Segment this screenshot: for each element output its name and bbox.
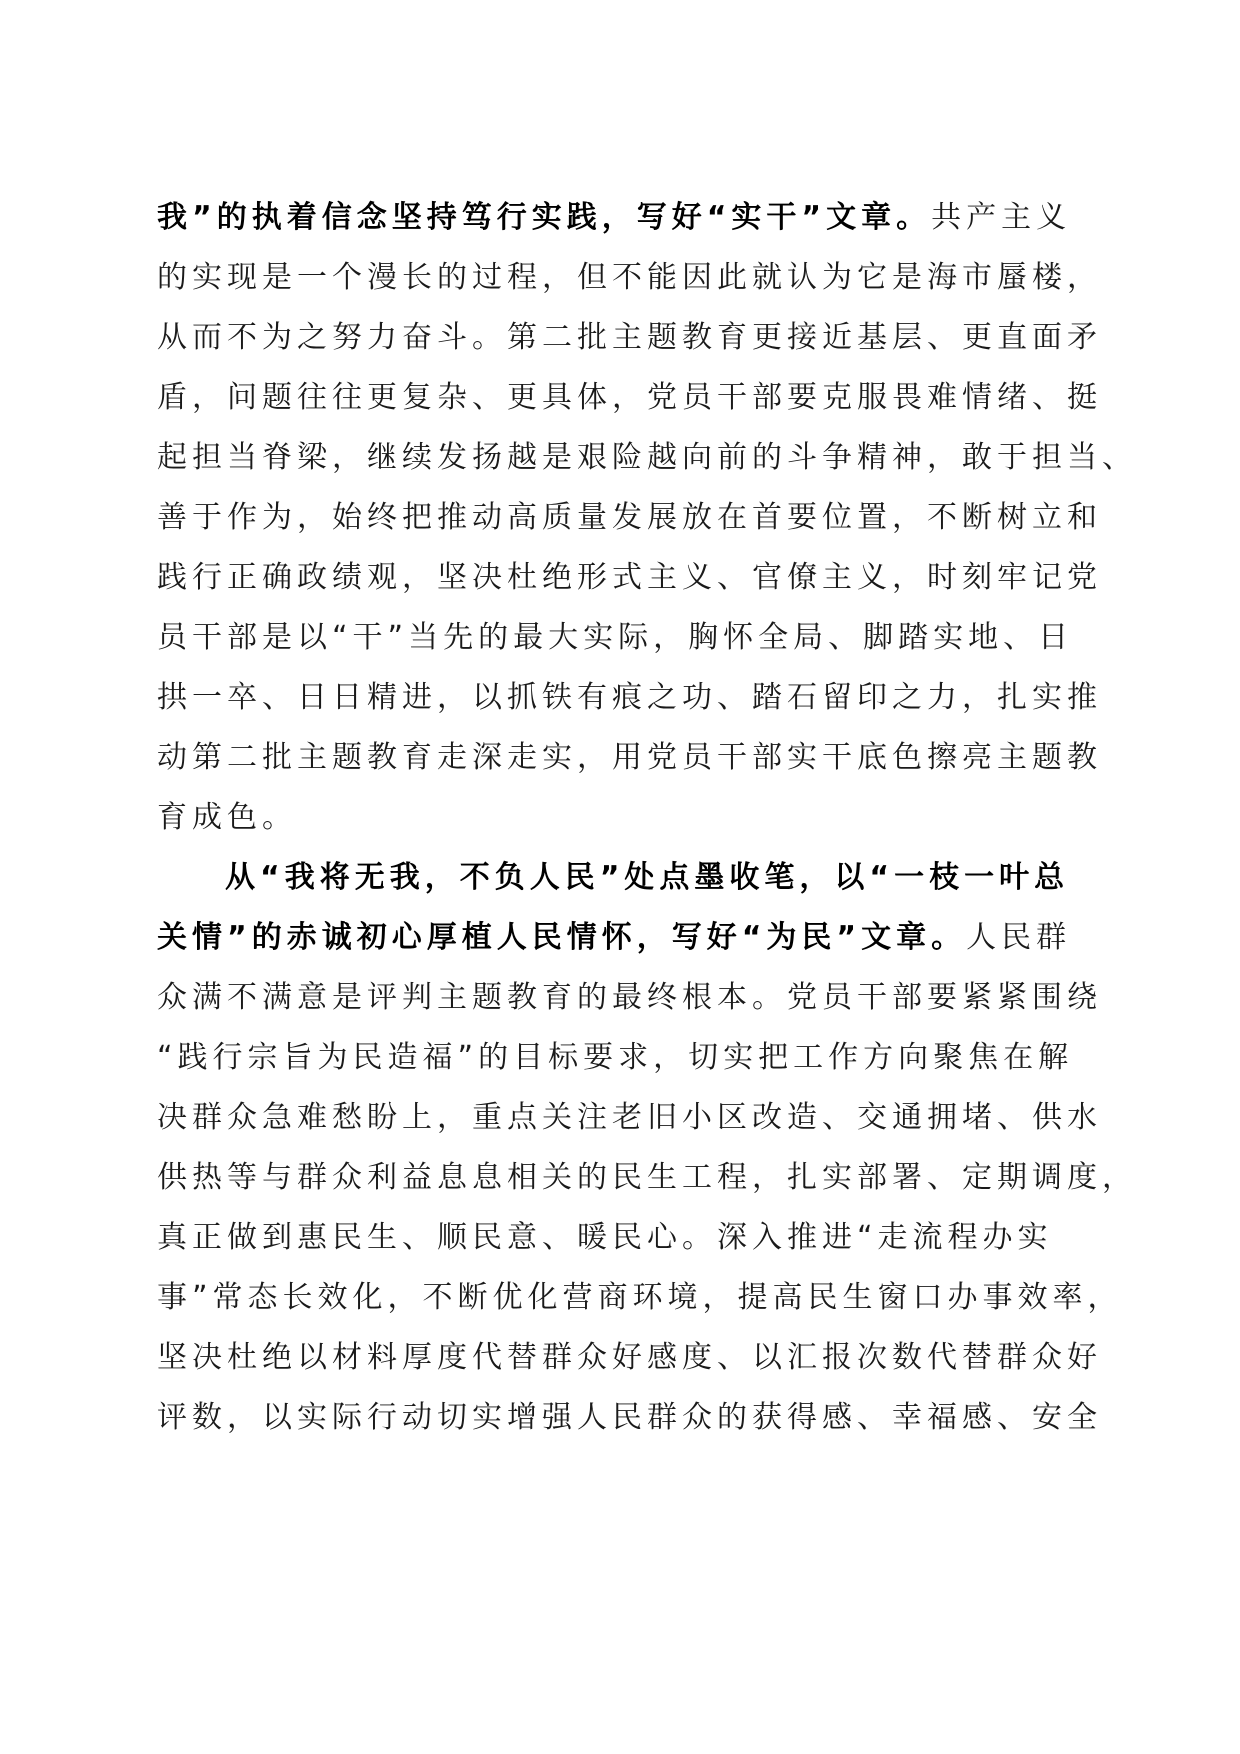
paragraph-1-line: 拱一卒、日日精进，以抓铁有痕之功、踏石留印之力，扎实推 (157, 680, 1102, 715)
paragraph-2-line: 事”常态长效化，不断优化营商环境，提高民生窗口办事效率， (157, 1280, 1123, 1315)
paragraph-1-line: 育成色。 (157, 800, 297, 835)
paragraph-1-line: 的实现是一个漫长的过程，但不能因此就认为它是海市蜃楼， (157, 260, 1102, 295)
paragraph-1-bold-lead: 我”的执着信念坚持笃行实践，写好“实干”文章。 (157, 200, 932, 235)
paragraph-2-line: 评数，以实际行动切实增强人民群众的获得感、幸福感、安全 (157, 1400, 1102, 1435)
paragraph-2-line: 真正做到惠民生、顺民意、暖民心。深入推进“走流程办实 (157, 1220, 1053, 1255)
paragraph-2-heading-line-2: 关情”的赤诚初心厚植人民情怀，写好“为民”文章。 (157, 920, 967, 955)
paragraph-2-line: “践行宗旨为民造福”的目标要求，切实把工作方向聚焦在解 (157, 1040, 1074, 1075)
paragraph-2-line: 供热等与群众利益息息相关的民生工程，扎实部署、定期调度， (157, 1160, 1137, 1195)
paragraph-1-line: 盾，问题往往更复杂、更具体，党员干部要克服畏难情绪、挺 (157, 380, 1102, 415)
paragraph-2-line-2 (157, 908, 1097, 968)
paragraph-1-line-1-rest: 共产主义 (931, 200, 1072, 235)
document-body (157, 188, 1137, 1448)
paragraph-1-line: 动第二批主题教育走深走实，用党员干部实干底色擦亮主题教 (157, 740, 1102, 775)
paragraph-1-line: 善于作为，始终把推动高质量发展放在首要位置，不断树立和 (157, 500, 1102, 535)
paragraph-2-line: 众满不满意是评判主题教育的最终根本。党员干部要紧紧围绕 (157, 980, 1102, 1015)
paragraph-1-line: 员干部是以“干”当先的最大实际，胸怀全局、脚踏实地、日 (157, 620, 1074, 655)
paragraph-2-heading-line-1: 从“我将无我，不负人民”处点墨收笔，以“一枝一叶总 (225, 860, 1070, 895)
paragraph-1-line: 践行正确政绩观，坚决杜绝形式主义、官僚主义，时刻牢记党 (157, 560, 1102, 595)
paragraph-2-line-2-rest: 人民群 (966, 920, 1072, 955)
paragraph-1-line: 从而不为之努力奋斗。第二批主题教育更接近基层、更直面矛 (157, 320, 1102, 355)
paragraph-1-line-1 (157, 188, 1097, 248)
paragraph-2-line: 坚决杜绝以材料厚度代替群众好感度、以汇报次数代替群众好 (157, 1340, 1102, 1375)
paragraph-1-line: 起担当脊梁，继续发扬越是艰险越向前的斗争精神，敢于担当、 (157, 440, 1137, 475)
paragraph-2-line: 决群众急难愁盼上，重点关注老旧小区改造、交通拥堵、供水 (157, 1100, 1102, 1135)
